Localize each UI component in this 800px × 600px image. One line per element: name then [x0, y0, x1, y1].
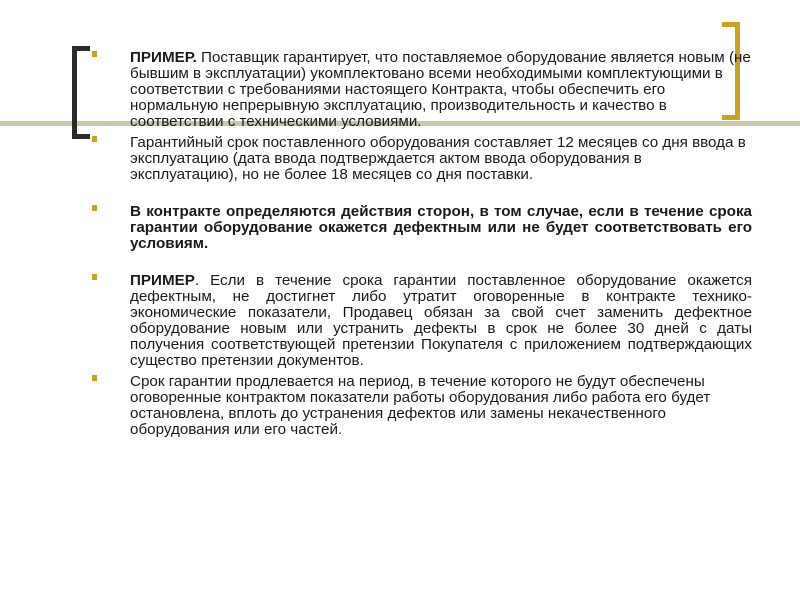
list-item-contract-actions — [92, 204, 752, 252]
square-bullet-icon — [92, 205, 97, 211]
paragraph — [130, 273, 752, 369]
paragraph-text: . Если в течение срока гарантии поставленное оборудование окажется дефектным, не достигнет либо утратит оговоренные в контракте технико-экономические показатели, Продавец обязан за свой счет заменить дефектное оборудование новым или устранить дефекты в срок не более 30 дней с даты получения соответствующей претензии Покупателя с приложением подтверждающих существо претензии документов. — [130, 272, 752, 369]
left-bracket-decoration — [72, 46, 90, 139]
list-item-example-2 — [92, 273, 752, 369]
list-item-warranty-term — [92, 135, 752, 183]
square-bullet-icon — [92, 375, 97, 381]
example-label: ПРИМЕР. — [130, 49, 197, 66]
square-bullet-icon — [92, 51, 97, 57]
square-bullet-icon — [92, 274, 97, 280]
paragraph — [130, 50, 752, 130]
list-item-example-1 — [92, 50, 752, 130]
paragraph-text: Поставщик гарантирует, что поставляемое оборудование является новым (не бывшим в эксплуатации) укомплектовано всеми необходимыми комплектующими в соответствии с требованиями настоящего Контракта, чтобы обеспечить его нормальную непрерывную эксплуатацию, производительность и качество в соответствии с техническими условиями. — [130, 49, 751, 130]
list-item-warranty-extension — [92, 374, 752, 438]
paragraph-text: В контракте определяются действия сторон, в том случае, если в течение срока гарантии оборудование окажется дефектным или не будет соответствовать его условиям. — [130, 203, 752, 252]
paragraph-text: Гарантийный срок поставленного оборудования составляет 12 месяцев со дня ввода в эксплуатацию (дата ввода подтверждается актом ввода оборудования в эксплуатацию), но не более 18 месяцев со дня поставки. — [130, 134, 746, 183]
slide-content — [92, 50, 752, 438]
square-bullet-icon — [92, 136, 97, 142]
example-label: ПРИМЕР — [130, 272, 195, 289]
paragraph-text: Срок гарантии продлевается на период, в течение которого не будут обеспечены оговоренные контрактом показатели работы оборудования либо работа его будет остановлена, вплоть до устранения дефектов или замены некачественного оборудования или его частей. — [130, 373, 711, 438]
